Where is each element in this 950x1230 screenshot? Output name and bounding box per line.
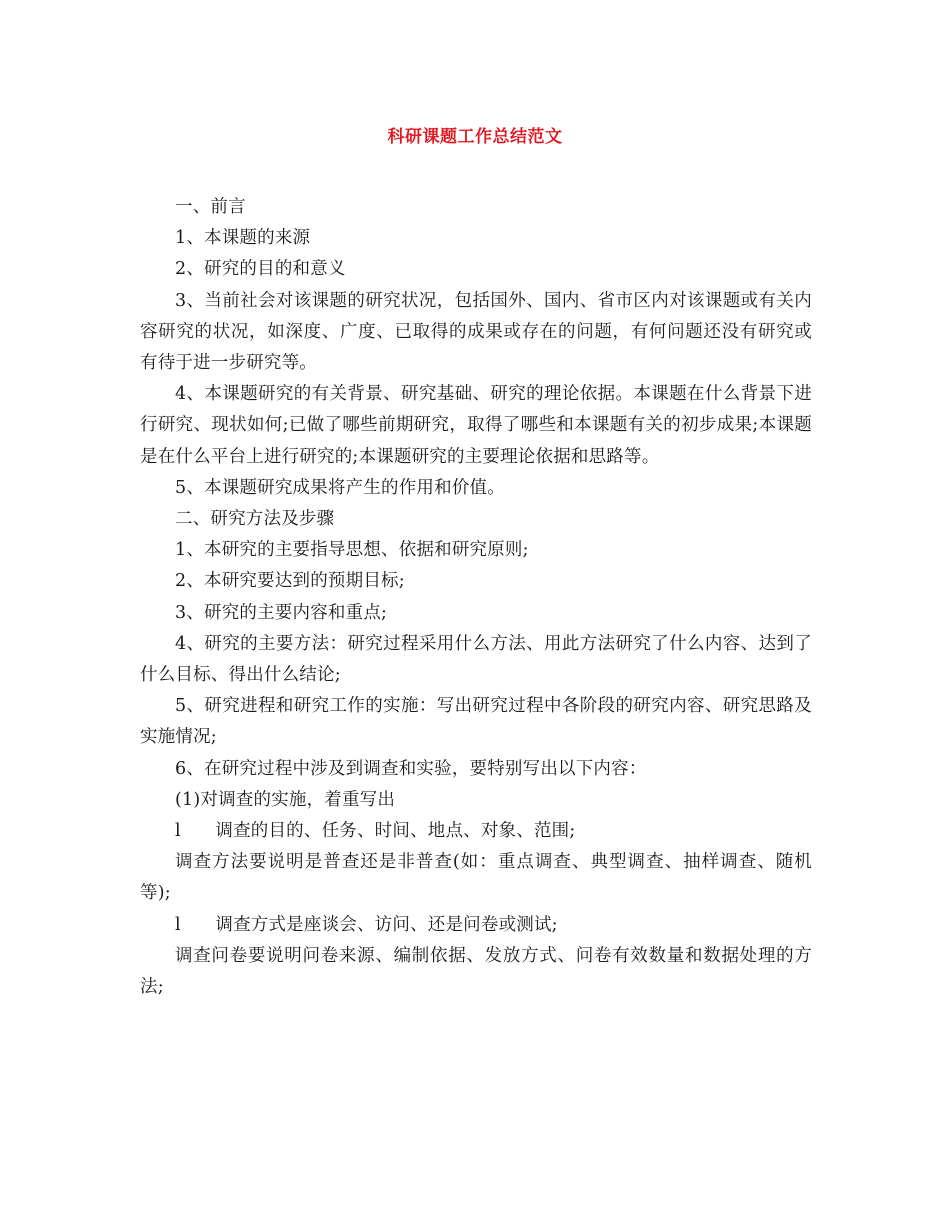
paragraph: l 调查的目的、任务、时间、地点、对象、范围; (175, 821, 576, 842)
paragraph: 2、研究的目的和意义 (175, 259, 346, 280)
paragraph: (1)对调查的实施，着重写出 (175, 789, 396, 810)
paragraph: 4、本课题研究的有关背景、研究基础、研究的理论依据。本课题在什么背景下进行研究、现状如何;已做了哪些前期研究，取得了哪些和本课题有关的初步成果;本课题是在什么平台上进行研究的;本课题研究的主要理论依据和思路等。 (140, 384, 812, 467)
paragraph: 二、研究方法及步骤 (175, 509, 335, 530)
paragraph: 调查方法要说明是普查还是非普查(如：重点调查、典型调查、抽样调查、随机等); (140, 852, 812, 904)
paragraph: 一、前言 (175, 197, 246, 217)
paragraph: 3、研究的主要内容和重点; (175, 602, 388, 623)
paragraph: 4、研究的主要方法：研究过程采用什么方法、用此方法研究了什么内容、达到了什么目标、得出什么结论; (140, 633, 812, 686)
document-body (140, 192, 812, 1003)
document-title: 科研课题工作总结范文 (387, 127, 563, 147)
paragraph: 5、研究进程和研究工作的实施：写出研究过程中各阶段的研究内容、研究思路及实施情况; (140, 696, 812, 748)
paragraph: 调查问卷要说明问卷来源、编制依据、发放方式、问卷有效数量和数据处理的方法; (140, 945, 812, 998)
paragraph: 5、本课题研究成果将产生的作用和价值。 (175, 477, 505, 498)
paragraph: 1、本研究的主要指导思想、依据和研究原则; (175, 540, 529, 561)
paragraph: 3、当前社会对该课题的研究状况，包括国外、国内、省市区内对该课题或有关内容研究的状况，如深度、广度、已取得的成果或存在的问题，有何问题还没有研究或有待于进一步研究等。 (140, 290, 812, 374)
paragraph: 6、在研究过程中涉及到调查和实验，要特别写出以下内容： (175, 758, 647, 779)
paragraph: l 调查方式是座谈会、访问、还是问卷或测试; (175, 914, 558, 935)
paragraph: 1、本课题的来源 (175, 228, 311, 249)
paragraph: 2、本研究要达到的预期目标; (175, 571, 405, 592)
